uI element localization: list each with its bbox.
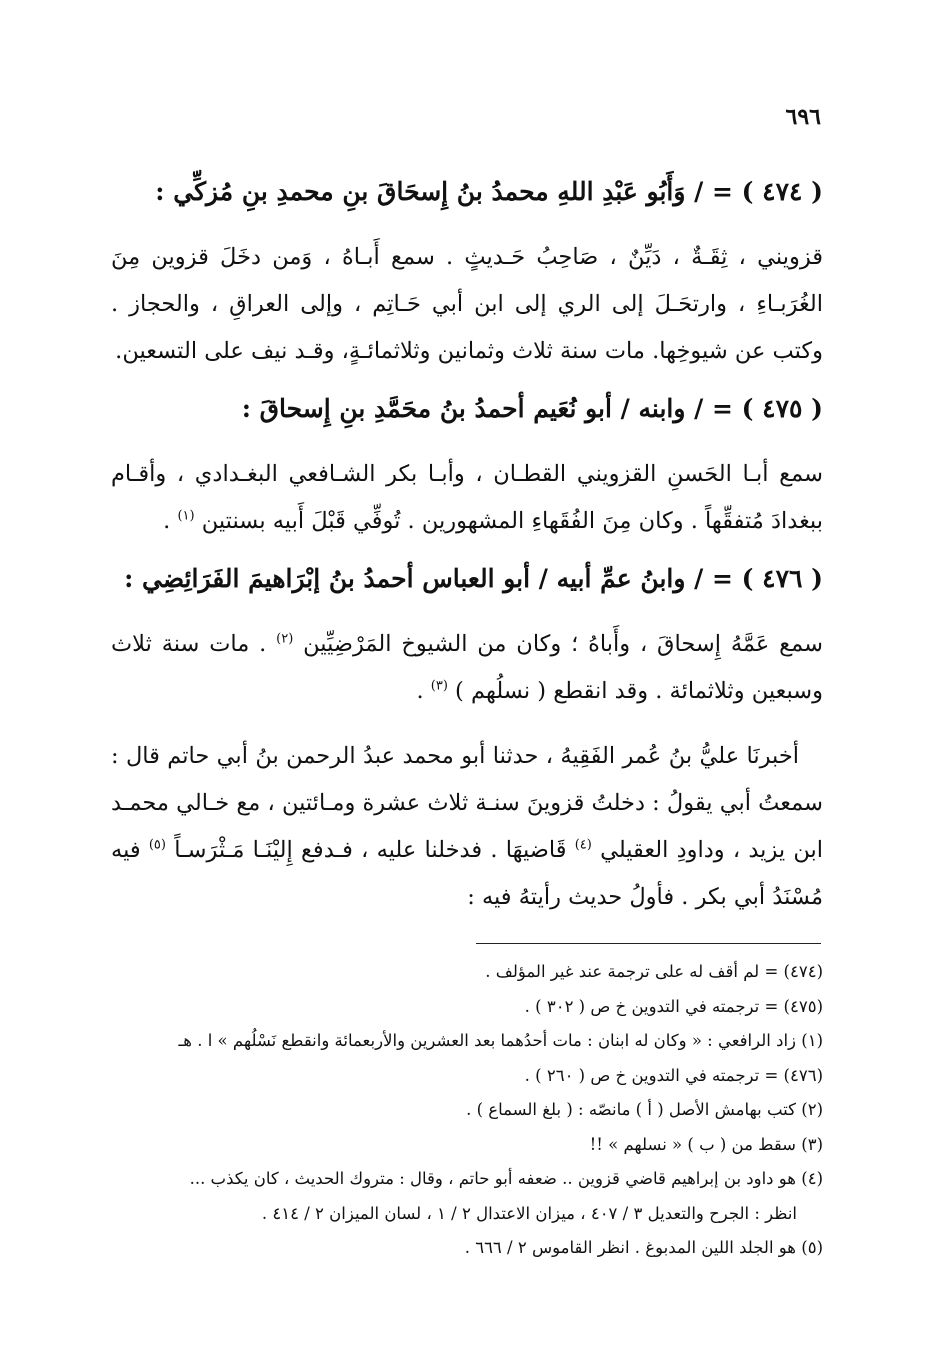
hadith-text-c: فيه مُسْنَدُ أبي بكر . فأولُ حديث رأيتهُ فيه : [111,837,823,910]
entry-paragraph-476-text-a: سمع عَمَّهُ إِسحاقَ ، وأَباهُ ؛ وكان من الشيوخ المَرْضِيِّين [303,631,823,657]
footnote-475: (٤٧٥) = ترجمته في التدوين خ ص ( ٣٠٢ ) . [524,996,823,1016]
footnote-ref-5: (٥) [148,837,166,853]
entry-paragraph-476-text-c: . [416,678,431,704]
footnote-5: (٥) هو الجلد اللين المدبوغ . انظر القاموس ٢ / ٦٦٦ . [464,1238,823,1257]
footnote-474: (٤٧٤) = لم أقف له على ترجمة عند غير المؤلف . [485,962,823,981]
footnote-divider [476,943,821,944]
footnote-1: (١) زاد الرافعي : « وكان له ابنان : مات أحدُهما بعد العشرين والأربعمائة وانقطع نَسْلُهم » ا . هـ [178,1031,823,1050]
footnotes [111,955,823,1266]
main-text [111,170,823,933]
footnote-4: (٤) هو داود بن إبراهيم قاضي قزوين .. ضعفه أبو حاتم ، وقال : متروك الحديث ، كان يكذب ... [189,1169,823,1188]
footnote-ref-2: (٢) [276,631,294,647]
footnote-ref-3: (٣) [430,678,448,694]
hadith-paragraph [111,733,823,921]
footnote-2: (٢) كتب بهامش الأصل ( أ ) مانصّه : ( بلغ السماع ) . [466,1100,823,1119]
footnote-3: (٣) سقط من ( ب ) « نسلهم » !! [589,1134,823,1154]
entry-paragraph-475-tail: . [163,508,178,534]
entry-heading-474: ( ٤٧٤ ) = / وَأَبُو عَبْدِ اللهِ محمدُ بنُ إِسحَاقَ بنِ محمدِ بنِ مُزكِّي : [155,177,823,206]
entry-paragraph-476-text-b: . مات سنة ثلاث وسبعين وثلاثمائة . وقد انقطع ( نسلُهم ) [111,631,823,704]
entry-paragraph-475-text: سمع أبـا الحَسنِ القزويني القطـان ، وأبـا بكر الشـافعي البغـدادي ، وأقـام ببغدادَ مُتفقِّهاً . وكان مِنَ الفُقَهاءِ المشهورين . تُوفِّي قَبْلَ أَبيه بسنتين [111,461,823,534]
page-number: ٦٩٦ [785,104,821,130]
hadith-text-a: أخبرنَا عليُّ بنُ عُمر الفَقِيهُ ، حدثنا أبو محمد عبدُ الرحمن بنُ أبي حاتم قال : سمعتُ أبي يقولُ : دخلتُ قزوينَ سنـة ثلاث عشرة ومـائتين ، مع خـالي محمـد ابن يزيد ، وداودِ العقيلي [111,743,823,863]
footnote-ref-4: (٤) [574,837,592,853]
footnote-ref-1: (١) [177,508,195,524]
hadith-text-b: قَاضيهَا . فدخلنا عليه ، فـدفع إِليْنَـا مَـثْرَسـاً [174,837,575,863]
footnote-476: (٤٧٦) = ترجمته في التدوين خ ص ( ٢٦٠ ) . [524,1065,823,1085]
entry-heading-476: ( ٤٧٦ ) = / وابنُ عمِّ أبيه / أبو العباس أحمدُ بنُ إبْرَاهيمَ الفَرَائِضِي : [124,564,823,593]
entry-paragraph-476 [111,621,823,715]
entry-paragraph-474: قزويني ، ثِقَـةٌ ، دَيِّنٌ ، صَاحِبُ حَـديثٍ . سمع أَبـاهُ ، وَمن دخَلَ قزوين مِنَ الغُرَبـاءِ ، وارتحَـلَ إلى الري إلى ابن أبي حَـاتِم ، وإلى العراقِ ، والحجاز . وكتب عن شيوخِها. مات سنة ثلاث وثمانين وثلاثمائـةٍ، وقـد نيف على التسعين. [111,244,823,364]
entry-heading-475: ( ٤٧٥ ) = / وابنه / أبو نُعَيم أحمدُ بنُ محَمَّدِ بنِ إِسحاقَ : [241,394,823,423]
entry-paragraph-475 [111,451,823,545]
footnote-4-continuation: انظر : الجرح والتعديل ٣ / ٤٠٧ ، ميزان الاعتدال ٢ / ١ ، لسان الميزان ٢ / ٤١٤ . [261,1203,797,1223]
